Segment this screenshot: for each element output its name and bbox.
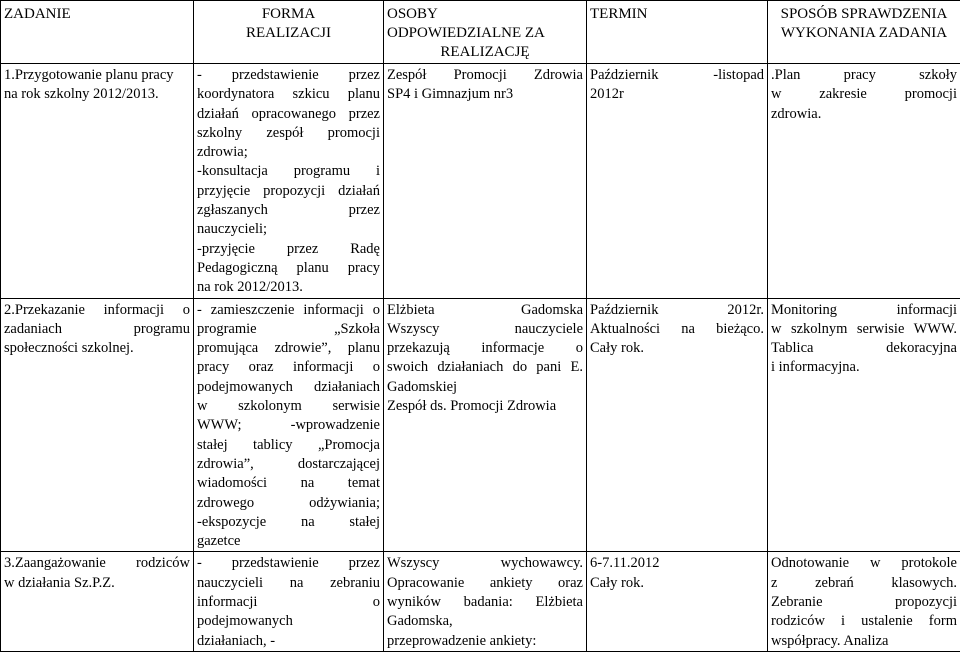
cell-line: 2012r	[590, 85, 764, 104]
cell-termin	[587, 298, 768, 552]
cell-line: nauczycieli;	[197, 220, 380, 239]
cell-line: Tablica dekoracyjna	[771, 339, 957, 358]
cell-line: Gadomskiej	[387, 378, 583, 397]
cell-line: Październik 2012r.	[590, 301, 764, 320]
table-row	[1, 298, 960, 552]
cell-line: koordynatora szkicu planu	[197, 85, 380, 104]
header-osoby	[384, 1, 587, 64]
cell-line: działań opracowanego przez	[197, 105, 380, 124]
cell-line: nauczycieli na zebraniu	[197, 574, 380, 593]
header-osoby-line: REALIZACJĘ	[387, 43, 583, 62]
cell-line: zgłaszanych przez	[197, 201, 380, 220]
cell-line: szkolny zespół promocji	[197, 124, 380, 143]
header-zadanie-label: ZADANIE	[4, 6, 71, 22]
cell-line: społeczności szkolnej.	[4, 339, 190, 358]
cell-line: SP4 i Gimnazjum nr3	[387, 85, 583, 104]
cell-line: przyjęcie propozycji działań	[197, 182, 380, 201]
cell-line: stałej tablicy „Promocja	[197, 436, 380, 455]
cell-line: Gadomska,	[387, 612, 583, 631]
header-forma	[194, 1, 384, 64]
cell-line: Zespół ds. Promocji Zdrowia	[387, 397, 583, 416]
cell-osoby	[384, 552, 587, 651]
header-termin-label: TERMIN	[590, 6, 648, 22]
cell-zadanie	[1, 298, 194, 552]
cell-osoby	[384, 298, 587, 552]
cell-line: pracy oraz informacji o	[197, 358, 380, 377]
cell-line: -przyjęcie przez Radę	[197, 240, 380, 259]
cell-forma	[194, 552, 384, 651]
cell-line: 1.Przygotowanie planu pracy	[4, 66, 190, 85]
cell-line: wiadomości na temat	[197, 474, 380, 493]
cell-line: Październik -listopad	[590, 66, 764, 85]
cell-line: Monitoring informacji	[771, 301, 957, 320]
header-zadanie	[1, 1, 194, 64]
cell-line: Elżbieta Gadomska	[387, 301, 583, 320]
cell-line: w szkolonym serwisie	[197, 397, 380, 416]
cell-forma	[194, 64, 384, 299]
cell-forma	[194, 298, 384, 552]
cell-line: - przedstawienie przez	[197, 66, 380, 85]
cell-termin	[587, 552, 768, 651]
cell-line: Aktualności na bieżąco.	[590, 320, 764, 339]
cell-line: -ekspozycje na stałej	[197, 513, 380, 532]
cell-line: współpracy. Analiza	[771, 632, 957, 651]
table-row	[1, 64, 960, 299]
cell-osoby	[384, 64, 587, 299]
cell-line: gazetce	[197, 532, 380, 551]
cell-line: Opracowanie ankiety oraz	[387, 574, 583, 593]
cell-line: 6-7.11.2012	[590, 554, 764, 573]
cell-line: i informacyjna.	[771, 358, 957, 377]
cell-line: zadaniach programu	[4, 320, 190, 339]
cell-line: podejmowanych działaniach	[197, 378, 380, 397]
cell-line: 3.Zaangażowanie rodziców	[4, 554, 190, 573]
cell-line: podejmowanych	[197, 612, 380, 631]
cell-line: w zakresie promocji	[771, 85, 957, 104]
table-row	[1, 552, 960, 651]
cell-line: z zebrań klasowych.	[771, 574, 957, 593]
cell-line: Cały rok.	[590, 574, 764, 593]
header-sposob	[768, 1, 960, 64]
cell-line: informacji o	[197, 593, 380, 612]
header-termin	[587, 1, 768, 64]
cell-zadanie	[1, 552, 194, 651]
cell-line: Wszyscy wychowawcy.	[387, 554, 583, 573]
cell-line: - zamieszczenie informacji o	[197, 301, 380, 320]
cell-line: wyników badania: Elżbieta	[387, 593, 583, 612]
cell-line: zdrowia.	[771, 105, 957, 124]
cell-line: 2.Przekazanie informacji o	[4, 301, 190, 320]
header-forma-line: FORMA	[197, 5, 380, 24]
cell-line: Cały rok.	[590, 339, 764, 358]
header-row	[1, 1, 960, 64]
header-sposob-line: WYKONANIA ZADANIA	[771, 24, 957, 43]
cell-line: programie „Szkoła	[197, 320, 380, 339]
cell-sposob	[768, 64, 960, 299]
cell-line: rodziców i ustalenie form	[771, 612, 957, 631]
cell-line: WWW; -wprowadzenie	[197, 416, 380, 435]
cell-line: Odnotowanie w protokole	[771, 554, 957, 573]
cell-line: w działania Sz.P.Z.	[4, 574, 190, 593]
cell-line: - przedstawienie przez	[197, 554, 380, 573]
cell-termin	[587, 64, 768, 299]
cell-sposob	[768, 298, 960, 552]
cell-line: swoich działaniach do pani E.	[387, 358, 583, 377]
cell-line: przekazują informacje o	[387, 339, 583, 358]
header-sposob-line: SPOSÓB SPRAWDZENIA	[771, 5, 957, 24]
cell-line: Wszyscy nauczyciele	[387, 320, 583, 339]
cell-line: zdrowia”, dostarczającej	[197, 455, 380, 474]
cell-line: działaniach, -	[197, 632, 380, 651]
header-osoby-line: ODPOWIEDZIALNE ZA	[387, 24, 583, 43]
header-osoby-line: OSOBY	[387, 5, 583, 24]
cell-line: w szkolnym serwisie WWW.	[771, 320, 957, 339]
cell-line: zdrowego odżywiania;	[197, 494, 380, 513]
cell-line: Zebranie propozycji	[771, 593, 957, 612]
cell-line: -konsultacja programu i	[197, 162, 380, 181]
cell-line: Zespół Promocji Zdrowia	[387, 66, 583, 85]
cell-zadanie	[1, 64, 194, 299]
header-forma-line: REALIZACJI	[197, 24, 380, 43]
cell-line: .Plan pracy szkoły	[771, 66, 957, 85]
cell-line: Pedagogiczną planu pracy	[197, 259, 380, 278]
cell-line: na rok szkolny 2012/2013.	[4, 85, 190, 104]
cell-sposob	[768, 552, 960, 651]
cell-line: na rok 2012/2013.	[197, 278, 380, 297]
cell-line: zdrowia;	[197, 143, 380, 162]
cell-line: promująca zdrowie”, planu	[197, 339, 380, 358]
cell-line: przeprowadzenie ankiety:	[387, 632, 583, 651]
